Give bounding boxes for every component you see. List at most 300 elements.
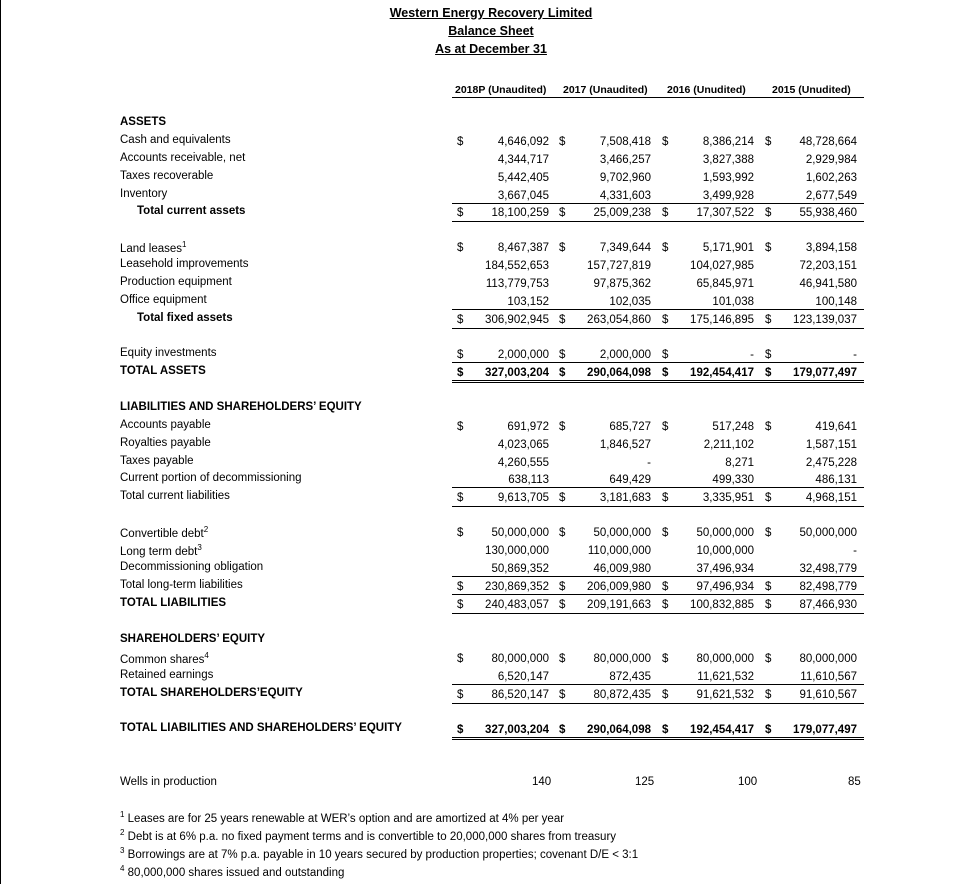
amount: 290,064,098 — [587, 724, 651, 736]
amount: 1,846,527 — [599, 439, 651, 451]
dollar-sign: $ — [457, 136, 464, 148]
accounts-payable-label: Accounts payable — [120, 419, 211, 431]
amount: 65,845,971 — [696, 278, 754, 290]
dollar-sign: $ — [457, 207, 464, 219]
dollar-sign: $ — [765, 527, 772, 539]
value-cell-2015 — [760, 152, 861, 168]
amount: 5,171,901 — [702, 242, 754, 254]
dollar-sign: $ — [662, 349, 669, 361]
retained-earnings-row — [0, 669, 980, 685]
amount: 110,000,000 — [587, 545, 651, 557]
value-cell-2018 — [452, 312, 553, 328]
dollar-sign: $ — [457, 689, 464, 701]
value-cell-2016 — [657, 276, 758, 292]
value-cell-2017 — [554, 170, 655, 186]
total-assets-row — [0, 365, 980, 381]
amount: 1,602,263 — [805, 172, 857, 184]
dollar-sign: $ — [765, 242, 772, 254]
amount: 649,429 — [609, 474, 651, 486]
dollar-sign: $ — [457, 527, 464, 539]
value-cell-2015 — [760, 276, 861, 292]
value-cell-2016 — [657, 170, 758, 186]
amount: 2,211,102 — [703, 439, 754, 451]
dollar-sign: $ — [559, 492, 566, 504]
value-cell-2018 — [452, 669, 553, 685]
amount: 32,498,779 — [799, 563, 857, 575]
value-cell-2016 — [657, 258, 758, 274]
amount: 72,203,151 — [799, 260, 857, 272]
rule — [452, 362, 864, 363]
amount: 101,038 — [712, 296, 754, 308]
amount: 80,000,000 — [799, 653, 857, 665]
amount: 104,027,985 — [690, 260, 754, 272]
amount: 5,442,405 — [497, 172, 549, 184]
amount: 1,593,992 — [702, 172, 754, 184]
value-cell-2017 — [554, 365, 655, 381]
value-cell-2018 — [452, 419, 553, 435]
amount: 2,677,549 — [805, 190, 857, 202]
value-cell-2016 — [657, 543, 758, 559]
amount: 7,349,644 — [599, 242, 651, 254]
amount: 184,552,653 — [485, 260, 549, 272]
value-cell-2017 — [554, 205, 655, 221]
amount: 3,335,951 — [702, 492, 754, 504]
equity-investments-row — [0, 347, 980, 363]
amount: 192,454,417 — [690, 367, 754, 379]
total-liabilities-row — [0, 597, 980, 613]
value-cell-2017 — [554, 437, 655, 453]
value-cell-2015 — [760, 561, 861, 577]
dollar-sign: $ — [559, 689, 566, 701]
value-cell-2016 — [657, 687, 758, 703]
rule — [452, 684, 864, 685]
amount: 327,003,204 — [485, 724, 549, 736]
amount: 517,248 — [712, 421, 754, 433]
amount: 87,466,930 — [799, 599, 857, 611]
value-cell-2015 — [760, 205, 861, 221]
value-cell-2017 — [554, 152, 655, 168]
total-long-term-liabilities-label: Total long-term liabilities — [120, 579, 243, 591]
value-cell-2015 — [760, 419, 861, 435]
value-cell-2016 — [657, 365, 758, 381]
statement-title: Balance Sheet — [448, 24, 534, 38]
taxes-payable-label: Taxes payable — [120, 455, 194, 467]
amount: 2,475,228 — [805, 457, 857, 469]
amount: 46,941,580 — [799, 278, 857, 290]
amount: 3,894,158 — [805, 242, 857, 254]
value-cell-2017 — [554, 722, 655, 738]
value-cell-2016 — [657, 472, 758, 488]
dollar-sign: $ — [662, 367, 669, 379]
value-cell-2017 — [554, 490, 655, 506]
value-cell-2016 — [657, 205, 758, 221]
value-cell-2015 — [760, 347, 861, 363]
dollar-sign: $ — [662, 242, 669, 254]
rule — [452, 576, 864, 577]
amount: 50,000,000 — [696, 527, 754, 539]
leasehold-row — [0, 258, 980, 274]
royalties-payable-row — [0, 437, 980, 453]
dollar-sign: $ — [662, 724, 669, 736]
amount: 80,000,000 — [491, 653, 549, 665]
amount: 290,064,098 — [587, 367, 651, 379]
value-cell-2015 — [760, 312, 861, 328]
value-cell-2017 — [554, 312, 655, 328]
value-cell-2016 — [657, 152, 758, 168]
common-shares-label: Common shares$^4$ — [120, 651, 209, 666]
value-cell-2016 — [657, 437, 758, 453]
value-cell-2016 — [657, 597, 758, 613]
amount: - — [853, 349, 857, 361]
convertible-debt-row — [0, 525, 980, 541]
value-cell-2017 — [554, 240, 655, 256]
amount: 11,621,532 — [697, 671, 754, 683]
value-cell-2016 — [657, 240, 758, 256]
total-current-assets-label: Total current assets — [137, 205, 246, 217]
value-cell-2018 — [452, 134, 553, 150]
amount: 17,307,522 — [696, 207, 754, 219]
total-current-assets-row — [0, 205, 980, 221]
cash-row — [0, 134, 980, 150]
dollar-sign: $ — [457, 492, 464, 504]
amount: 11,610,567 — [800, 671, 857, 683]
value-cell-2017 — [554, 294, 655, 310]
grand-total-label: TOTAL LIABILITIES AND SHAREHOLDERS’ EQUITY — [120, 722, 402, 734]
total-fixed-assets-row — [0, 312, 980, 328]
amount: 8,386,214 — [702, 136, 754, 148]
decommissioning-label: Decommissioning obligation — [120, 561, 264, 573]
dollar-sign: $ — [457, 421, 464, 433]
leasehold-label: Leasehold improvements — [120, 258, 249, 270]
dollar-sign: $ — [765, 653, 772, 665]
value-cell-2015 — [760, 597, 861, 613]
value-cell-2018 — [452, 347, 553, 363]
long-term-debt-row — [0, 543, 980, 559]
value-cell-2016 — [657, 669, 758, 685]
dollar-sign: $ — [457, 581, 464, 593]
long-term-debt-label: Long term debt$^3$ — [120, 543, 202, 558]
value-cell-2018 — [452, 258, 553, 274]
cash-label: Cash and equivalents — [120, 134, 231, 146]
value-cell-2015 — [760, 437, 861, 453]
amount: 2,000,000 — [497, 349, 549, 361]
value-cell-2018 — [452, 490, 553, 506]
amount: 3,667,045 — [497, 190, 549, 202]
amount: 685,727 — [609, 421, 651, 433]
amount: 103,152 — [507, 296, 549, 308]
value-cell-2016 — [657, 525, 758, 541]
value-cell-2017 — [554, 525, 655, 541]
amount: 10,000,000 — [696, 545, 754, 557]
dollar-sign: $ — [765, 136, 772, 148]
amount: 123,139,037 — [793, 314, 857, 326]
value-cell-2017 — [554, 561, 655, 577]
value-cell-2018 — [452, 276, 553, 292]
dollar-sign: $ — [662, 527, 669, 539]
dollar-sign: $ — [765, 689, 772, 701]
taxes-recoverable-label: Taxes recoverable — [120, 170, 214, 182]
amount: 157,727,819 — [587, 260, 651, 272]
dollar-sign: $ — [765, 724, 772, 736]
value-cell-2017 — [554, 134, 655, 150]
double-rule — [452, 380, 864, 383]
rule — [452, 506, 864, 507]
wells-2017: 125 — [635, 776, 655, 788]
amount: - — [853, 545, 857, 557]
royalties-payable-label: Royalties payable — [120, 437, 211, 449]
value-cell-2015 — [760, 722, 861, 738]
land-leases-label: Land leases$^1$ — [120, 240, 187, 255]
production-equipment-label: Production equipment — [120, 276, 232, 288]
dollar-sign: $ — [559, 724, 566, 736]
value-cell-2015 — [760, 258, 861, 274]
value-cell-2015 — [760, 455, 861, 471]
value-cell-2016 — [657, 722, 758, 738]
value-cell-2016 — [657, 312, 758, 328]
total-long-term-liabilities-row — [0, 579, 980, 595]
common-shares-row — [0, 651, 980, 667]
dollar-sign: $ — [559, 349, 566, 361]
value-cell-2018 — [452, 597, 553, 613]
amount: 18,100,259 — [491, 207, 549, 219]
amount: 91,621,532 — [696, 689, 754, 701]
dollar-sign: $ — [765, 492, 772, 504]
value-cell-2018 — [452, 240, 553, 256]
dollar-sign: $ — [662, 314, 669, 326]
value-cell-2018 — [452, 152, 553, 168]
col-header-2015: 2015 (Unudited) — [772, 84, 851, 96]
rule — [452, 594, 864, 595]
amount: 37,496,934 — [696, 563, 754, 575]
total-equity-label: TOTAL SHAREHOLDERS’EQUITY — [120, 687, 303, 699]
value-cell-2018 — [452, 579, 553, 595]
amount: 82,498,779 — [799, 581, 857, 593]
amount: 3,466,257 — [599, 154, 651, 166]
taxes-payable-row — [0, 455, 980, 471]
amount: 48,728,664 — [799, 136, 857, 148]
dollar-sign: $ — [662, 653, 669, 665]
company-name: Western Energy Recovery Limited — [389, 6, 593, 20]
convertible-debt-label: Convertible debt$^2$ — [120, 525, 209, 540]
dollar-sign: $ — [765, 599, 772, 611]
rule — [452, 613, 864, 614]
value-cell-2017 — [554, 543, 655, 559]
value-cell-2016 — [657, 455, 758, 471]
value-cell-2016 — [657, 561, 758, 577]
value-cell-2015 — [760, 365, 861, 381]
amount: 80,000,000 — [696, 653, 754, 665]
amount: 3,827,388 — [702, 154, 754, 166]
dollar-sign: $ — [662, 599, 669, 611]
amount: 691,972 — [507, 421, 549, 433]
dollar-sign: $ — [457, 653, 464, 665]
amount: 209,191,663 — [587, 599, 651, 611]
amount: 2,000,000 — [599, 349, 651, 361]
amount: 130,000,000 — [485, 545, 549, 557]
value-cell-2016 — [657, 294, 758, 310]
value-cell-2018 — [452, 472, 553, 488]
amount: 240,483,057 — [485, 599, 549, 611]
value-cell-2017 — [554, 455, 655, 471]
amount: 100,832,885 — [690, 599, 754, 611]
value-cell-2018 — [452, 722, 553, 738]
value-cell-2015 — [760, 669, 861, 685]
value-cell-2016 — [657, 419, 758, 435]
value-cell-2015 — [760, 687, 861, 703]
col-header-2017: 2017 (Unaudited) — [563, 84, 648, 96]
dollar-sign: $ — [559, 421, 566, 433]
value-cell-2017 — [554, 472, 655, 488]
dollar-sign: $ — [559, 527, 566, 539]
amount: 97,875,362 — [593, 278, 651, 290]
inventory-row — [0, 188, 980, 204]
value-cell-2015 — [760, 490, 861, 506]
amount: 2,929,984 — [805, 154, 857, 166]
amount: 230,869,352 — [485, 581, 549, 593]
value-cell-2018 — [452, 205, 553, 221]
value-cell-2015 — [760, 651, 861, 667]
value-cell-2017 — [554, 687, 655, 703]
wells-2016: 100 — [738, 776, 758, 788]
amount: - — [750, 349, 754, 361]
amount: 486,131 — [815, 474, 857, 486]
value-cell-2015 — [760, 472, 861, 488]
amount: - — [647, 457, 651, 469]
taxes-recoverable-row — [0, 170, 980, 186]
production-equipment-row — [0, 276, 980, 292]
office-equipment-label: Office equipment — [120, 294, 207, 306]
amount: 175,146,895 — [690, 314, 754, 326]
value-cell-2015 — [760, 525, 861, 541]
equity-investments-label: Equity investments — [120, 347, 217, 359]
value-cell-2015 — [760, 579, 861, 595]
value-cell-2015 — [760, 294, 861, 310]
ar-label: Accounts receivable, net — [120, 152, 246, 164]
dollar-sign: $ — [662, 207, 669, 219]
value-cell-2016 — [657, 347, 758, 363]
value-cell-2018 — [452, 687, 553, 703]
statement-date: As at December 31 — [435, 42, 547, 56]
total-assets-label: TOTAL ASSETS — [120, 365, 206, 377]
dollar-sign: $ — [765, 207, 772, 219]
amount: 4,968,151 — [805, 492, 857, 504]
rule — [452, 328, 864, 329]
value-cell-2017 — [554, 188, 655, 204]
liabilities-heading: LIABILITIES AND SHAREHOLDERS’ EQUITY — [120, 401, 362, 413]
amount: 113,779,753 — [485, 278, 549, 290]
ar-row — [0, 152, 980, 168]
value-cell-2018 — [452, 365, 553, 381]
value-cell-2017 — [554, 276, 655, 292]
header-underline — [452, 97, 864, 98]
current-decommissioning-row — [0, 472, 980, 488]
amount: 50,000,000 — [799, 527, 857, 539]
amount: 3,499,928 — [702, 190, 754, 202]
amount: 263,054,860 — [587, 314, 651, 326]
amount: 419,641 — [815, 421, 857, 433]
value-cell-2017 — [554, 419, 655, 435]
value-cell-2015 — [760, 188, 861, 204]
amount: 1,587,151 — [805, 439, 857, 451]
value-cell-2017 — [554, 579, 655, 595]
total-current-liabilities-row — [0, 490, 980, 506]
amount: 206,009,980 — [587, 581, 651, 593]
value-cell-2016 — [657, 490, 758, 506]
amount: 9,613,705 — [497, 492, 549, 504]
total-fixed-assets-label: Total fixed assets — [137, 312, 233, 324]
value-cell-2016 — [657, 579, 758, 595]
amount: 50,869,352 — [491, 563, 549, 575]
accounts-payable-row — [0, 419, 980, 435]
dollar-sign: $ — [559, 653, 566, 665]
rule — [452, 309, 864, 310]
value-cell-2015 — [760, 170, 861, 186]
value-cell-2015 — [760, 134, 861, 150]
value-cell-2017 — [554, 669, 655, 685]
amount: 4,331,603 — [599, 190, 651, 202]
amount: 4,023,065 — [497, 439, 549, 451]
amount: 55,938,460 — [799, 207, 857, 219]
rule — [452, 203, 864, 204]
retained-earnings-label: Retained earnings — [120, 669, 214, 681]
wells-label: Wells in production — [120, 776, 217, 788]
dollar-sign: $ — [662, 136, 669, 148]
dollar-sign: $ — [765, 421, 772, 433]
amount: 91,610,567 — [799, 689, 857, 701]
dollar-sign: $ — [765, 367, 772, 379]
value-cell-2015 — [760, 543, 861, 559]
value-cell-2017 — [554, 651, 655, 667]
col-header-2016: 2016 (Unudited) — [667, 84, 746, 96]
dollar-sign: $ — [662, 581, 669, 593]
amount: 80,872,435 — [593, 689, 651, 701]
value-cell-2017 — [554, 597, 655, 613]
footnote-1: $^1$ Leases are for 25 years renewable at WER’s option and are amortized at 4% per year — [120, 810, 565, 825]
rule — [452, 221, 864, 222]
amount: 50,000,000 — [491, 527, 549, 539]
footnote-3: $^3$ Borrowings are at 7% p.a. payable in 10 years secured by production properties; covenant D/E < 3:1 — [120, 846, 639, 861]
dollar-sign: $ — [662, 689, 669, 701]
amount: 7,508,418 — [599, 136, 651, 148]
value-cell-2018 — [452, 294, 553, 310]
dollar-sign: $ — [662, 492, 669, 504]
decommissioning-row — [0, 561, 980, 577]
amount: 179,077,497 — [793, 367, 857, 379]
amount: 872,435 — [609, 671, 651, 683]
value-cell-2018 — [452, 455, 553, 471]
amount: 86,520,147 — [491, 689, 549, 701]
dollar-sign: $ — [559, 314, 566, 326]
amount: 4,260,555 — [497, 457, 549, 469]
value-cell-2018 — [452, 561, 553, 577]
amount: 102,035 — [609, 296, 651, 308]
amount: 499,330 — [712, 474, 754, 486]
amount: 80,000,000 — [593, 653, 651, 665]
dollar-sign: $ — [457, 724, 464, 736]
amount: 3,181,683 — [599, 492, 651, 504]
value-cell-2018 — [452, 188, 553, 204]
value-cell-2018 — [452, 651, 553, 667]
amount: 50,000,000 — [593, 527, 651, 539]
total-liabilities-label: TOTAL LIABILITIES — [120, 597, 227, 609]
dollar-sign: $ — [559, 599, 566, 611]
amount: 97,496,934 — [696, 581, 754, 593]
dollar-sign: $ — [457, 599, 464, 611]
amount: 9,702,960 — [599, 172, 651, 184]
rule — [452, 487, 864, 488]
value-cell-2015 — [760, 240, 861, 256]
dollar-sign: $ — [765, 581, 772, 593]
